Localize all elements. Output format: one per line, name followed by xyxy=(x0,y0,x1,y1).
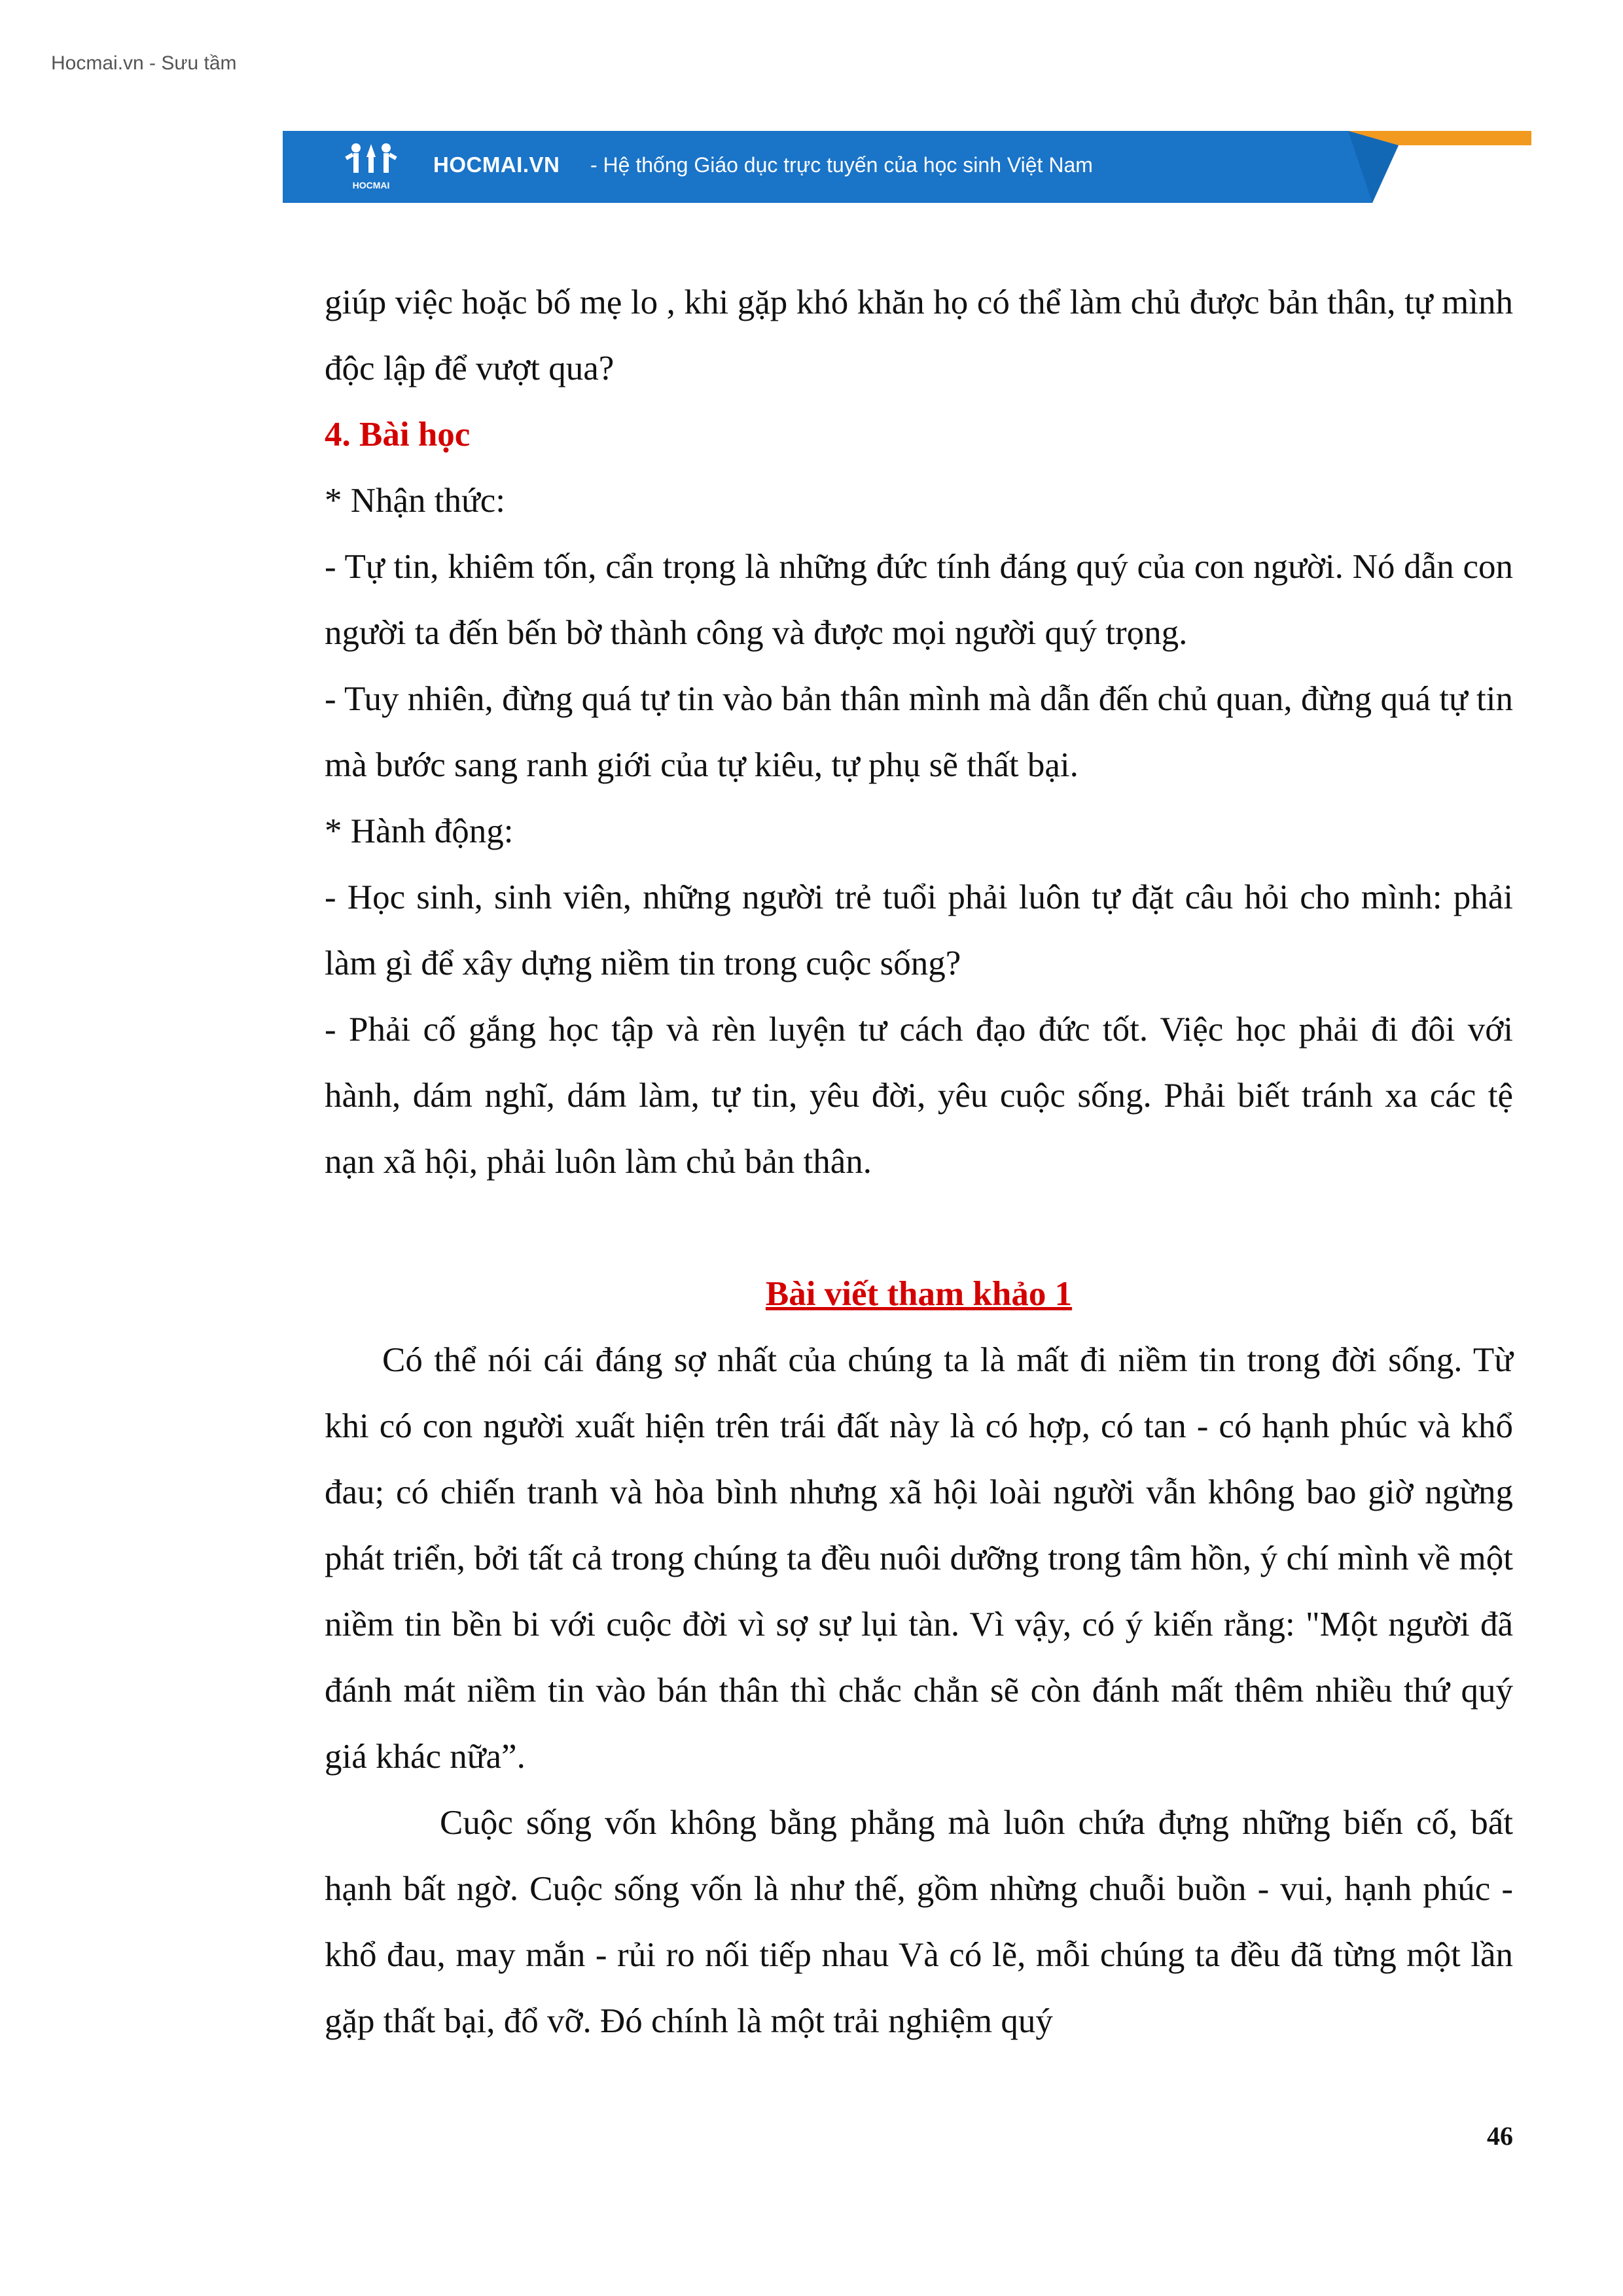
hocmai-logo xyxy=(342,141,401,192)
banner-tagline: Hệ thống Giáo dục trực tuyến của học sinh Việt Nam xyxy=(603,153,1093,177)
lesson-heading: 4. Bài học xyxy=(325,416,471,454)
reference-paragraph-2: Cuộc sống vốn không bằng phẳng mà luôn chứa đựng những biến cố, bất hạnh bất ngờ. Cuộc sống vốn là như thế, gồm nhừng chuỗi buồn - vui, hạnh phúc - khổ đau, may mắn - rủi ro nối tiếp nhau Và có lẽ, mỗi chúng ta đều đã từng một lần gặp thất bại, đổ vỡ. Đó chính là một trải nghiệm quý xyxy=(325,1804,1513,2040)
awareness-point-2: - Tuy nhiên, đừng quá tự tin vào bản thân mình mà dẫn đến chủ quan, đừng quá tự tin mà bước sang ranh giới của tự kiêu, tự phụ sẽ thất bại. xyxy=(325,680,1513,784)
action-label: * Hành động: xyxy=(325,812,514,850)
page-content xyxy=(325,270,1513,2054)
page-number: 46 xyxy=(1487,2121,1513,2151)
reference-paragraph-1: Có thể nói cái đáng sợ nhất của chúng ta là mất đi niềm tin trong đời sống. Từ khi có con người xuất hiện trên trái đất này là có hợp, có tan - có hạnh phúc và khổ đau; có chiến tranh và hòa bình nhưng xã hội loài người vẫn không bao giờ ngừng phát triển, bởi tất cả trong chúng ta đều nuôi dưỡng trong tâm hồn, ý chí mình về một niềm tin bền bi với cuộc đời vì sợ sự lụi tàn. Vì vậy, có ý kiến rằng: "Một người đã đánh mát niềm tin vào bán thân thì chắc chẳn sẽ còn đánh mất thêm nhiều thứ quý giá khác nữa”. xyxy=(325,1341,1513,1776)
awareness-label: * Nhận thức: xyxy=(325,482,505,520)
source-note: Hocmai.vn - Sưu tầm xyxy=(51,52,237,74)
logo-figures-icon xyxy=(345,143,397,173)
header-banner xyxy=(283,131,1531,203)
action-point-1: - Học sinh, sinh viên, những người trẻ tuổi phải luôn tự đặt câu hỏi cho mình: phải làm gì để xây dựng niềm tin trong cuộc sống? xyxy=(325,878,1513,982)
reference-title: Bài viết tham khảo 1 xyxy=(765,1275,1073,1313)
awareness-point-1: - Tự tin, khiêm tốn, cẩn trọng là những đức tính đáng quý của con người. Nó dẫn con người ta đến bến bờ thành công và được mọi người quý trọng. xyxy=(325,548,1513,652)
logo-text: HOCMAI xyxy=(352,180,390,190)
banner-tagline-group xyxy=(590,153,1093,177)
banner-separator: - xyxy=(590,153,603,177)
intro-paragraph: giúp việc hoặc bố mẹ lo , khi gặp khó khăn họ có thể làm chủ được bản thân, tự mình độc lập để vượt qua? xyxy=(325,283,1513,387)
banner-brand: HOCMAI.VN xyxy=(433,152,560,177)
action-point-2: - Phải cố gắng học tập và rèn luyện tư cách đạo đức tốt. Việc học phải đi đôi với hành, dám nghĩ, dám làm, tự tin, yêu đời, yêu cuộc sống. Phải biết tránh xa các tệ nạn xã hội, phải luôn làm chủ bản thân. xyxy=(325,1011,1513,1181)
